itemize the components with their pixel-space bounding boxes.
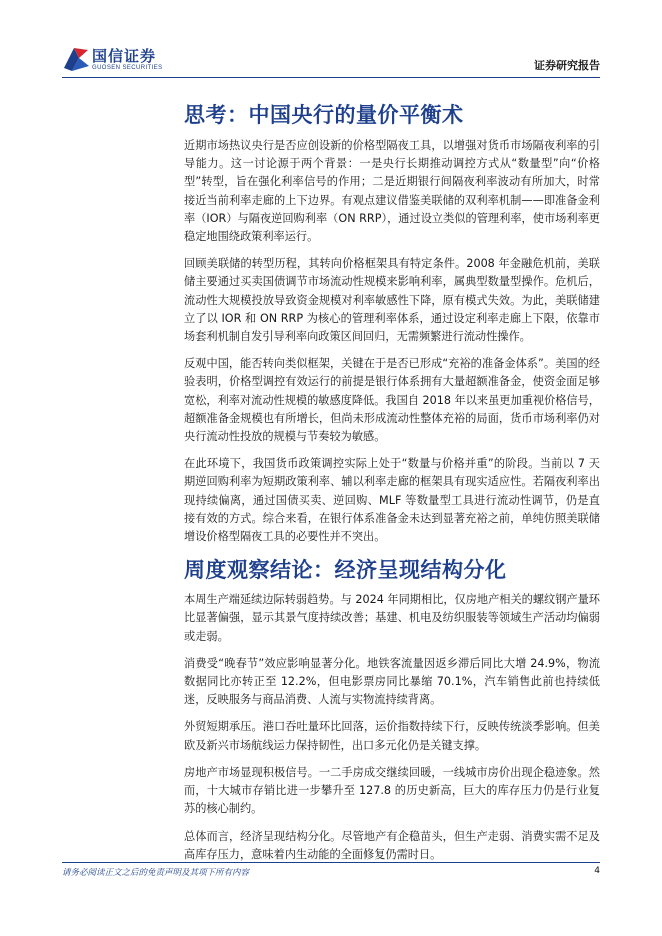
guosen-logo xyxy=(62,44,192,78)
paragraph: 反观中国，能否转向类似框架，关键在于是否已形成“充裕的准备金体系”。美国的经验表明，价格型调控有效运行的前提是银行体系拥有大量超额准备金，使资金面足够宽松，利率对流动性规模的敏感度降低。我国自 2018 年以来虽更加重视价格信号，超额准备金规模也有所增长，但尚未形成流动性整体充裕的局面，货币市场利率仍对央行流动性投放的规模与节奏较为敏感。 xyxy=(184,357,600,444)
footer-disclaimer: 请务必阅读正文之后的免责声明及其项下所有内容 xyxy=(62,868,250,878)
page-number: 4 xyxy=(594,866,600,876)
paragraph: 消费受“晚春节”效应影响显著分化。地铁客流量因返乡滞后同比大增 24.9%，物流数据同比亦转正至 12.2%，但电影票房同比暴缩 70.1%，汽车销售此前也持续低迷，反映服务与商品消费、人流与实物流持续背离。 xyxy=(184,656,600,707)
footer-divider xyxy=(62,862,600,863)
report-type-label: 证券研究报告 xyxy=(534,59,600,72)
paragraph: 在此环境下，我国货币政策调控实际上处于“数量与价格并重”的阶段。当前以 7 天期逆回购利率为短期政策利率、辅以利率走廊的框架具有现实适应性。若隔夜利率出现持续偏离，通过国债买卖、逆回购、MLF 等数量型工具进行流动性调节，仍是直接有效的方式。综合来看，在银行体系准备金未达到显著充裕之前，单纯仿照美联储增设价格型隔夜工具的必要性并不突出。 xyxy=(184,457,600,544)
logo-chinese-name: 国信证券 xyxy=(92,47,157,65)
paragraph: 房地产市场显现积极信号。一二手房成交继续回暖，一线城市房价出现企稳迹象。然而，十大城市存销比进一步攀升至 127.8 的历史新高，巨大的库存压力仍是行业复苏的核心制约。 xyxy=(184,765,600,816)
paragraph: 本周生产端延续边际转弱趋势。与 2024 年同期相比，仅房地产相关的螺纹钢产量环比显著偏强，显示其景气度持续改善；基建、机电及纺织服装等领域生产活动均偏弱或走弱。 xyxy=(184,593,600,643)
guosen-logo-icon xyxy=(62,44,92,74)
header-divider xyxy=(62,77,600,78)
paragraph: 近期市场热议央行是否应创设新的价格型隔夜工具，以增强对货币市场隔夜利率的引导能力。这一讨论源于两个背景：一是央行长期推动调控方式从“数量型”向“价格型”转型，旨在强化利率信号的作用；二是近期银行间隔夜利率波动有所加大，时常接近当前利率走廊的上下边界。有观点建议借鉴美联储的双利率机制——即准备金利率（IOR）与隔夜逆回购利率（ON RRP），通过设立类似的管理利率，使市场利率更稳定地围绕政策利率运行。 xyxy=(184,139,600,244)
paragraph: 外贸短期承压。港口吞吐量环比回落，运价指数持续下行，反映传统淡季影响。但美欧及新兴市场航线运力保持韧性，出口多元化仍是关键支撑。 xyxy=(184,720,600,752)
page-header xyxy=(0,0,662,82)
logo-english-name: GUOSEN SECURITIES xyxy=(92,65,163,71)
report-body xyxy=(184,100,600,873)
section-central-bank xyxy=(184,100,600,546)
paragraph: 回顾美联储的转型历程，其转向价格框架具有特定条件。2008 年金融危机前，美联储主要通过买卖国债调节市场流动性规模来影响利率，属典型数量型操作。危机后，流动性大规模投放导致资金规模对利率敏感性下降，原有模式失效。为此，美联储建立了以 IOR 和 ON RRP 为核心的管理利率体系，通过设定利率走廊上下限，依靠市场套利机制自发引导利率向政策区间回归，无需频繁进行流动性操作。 xyxy=(184,257,600,344)
paragraph: 总体而言，经济呈现结构分化。尽管地产有企稳苗头，但生产走弱、消费实需不足及高库存压力，意味着内生动能的全面修复仍需时日。 xyxy=(184,829,600,861)
section-weekly-conclusion xyxy=(184,555,600,864)
section-title: 周度观察结论：经济呈现结构分化 xyxy=(184,558,507,583)
section-title: 思考：中国央行的量价平衡术 xyxy=(184,103,464,127)
